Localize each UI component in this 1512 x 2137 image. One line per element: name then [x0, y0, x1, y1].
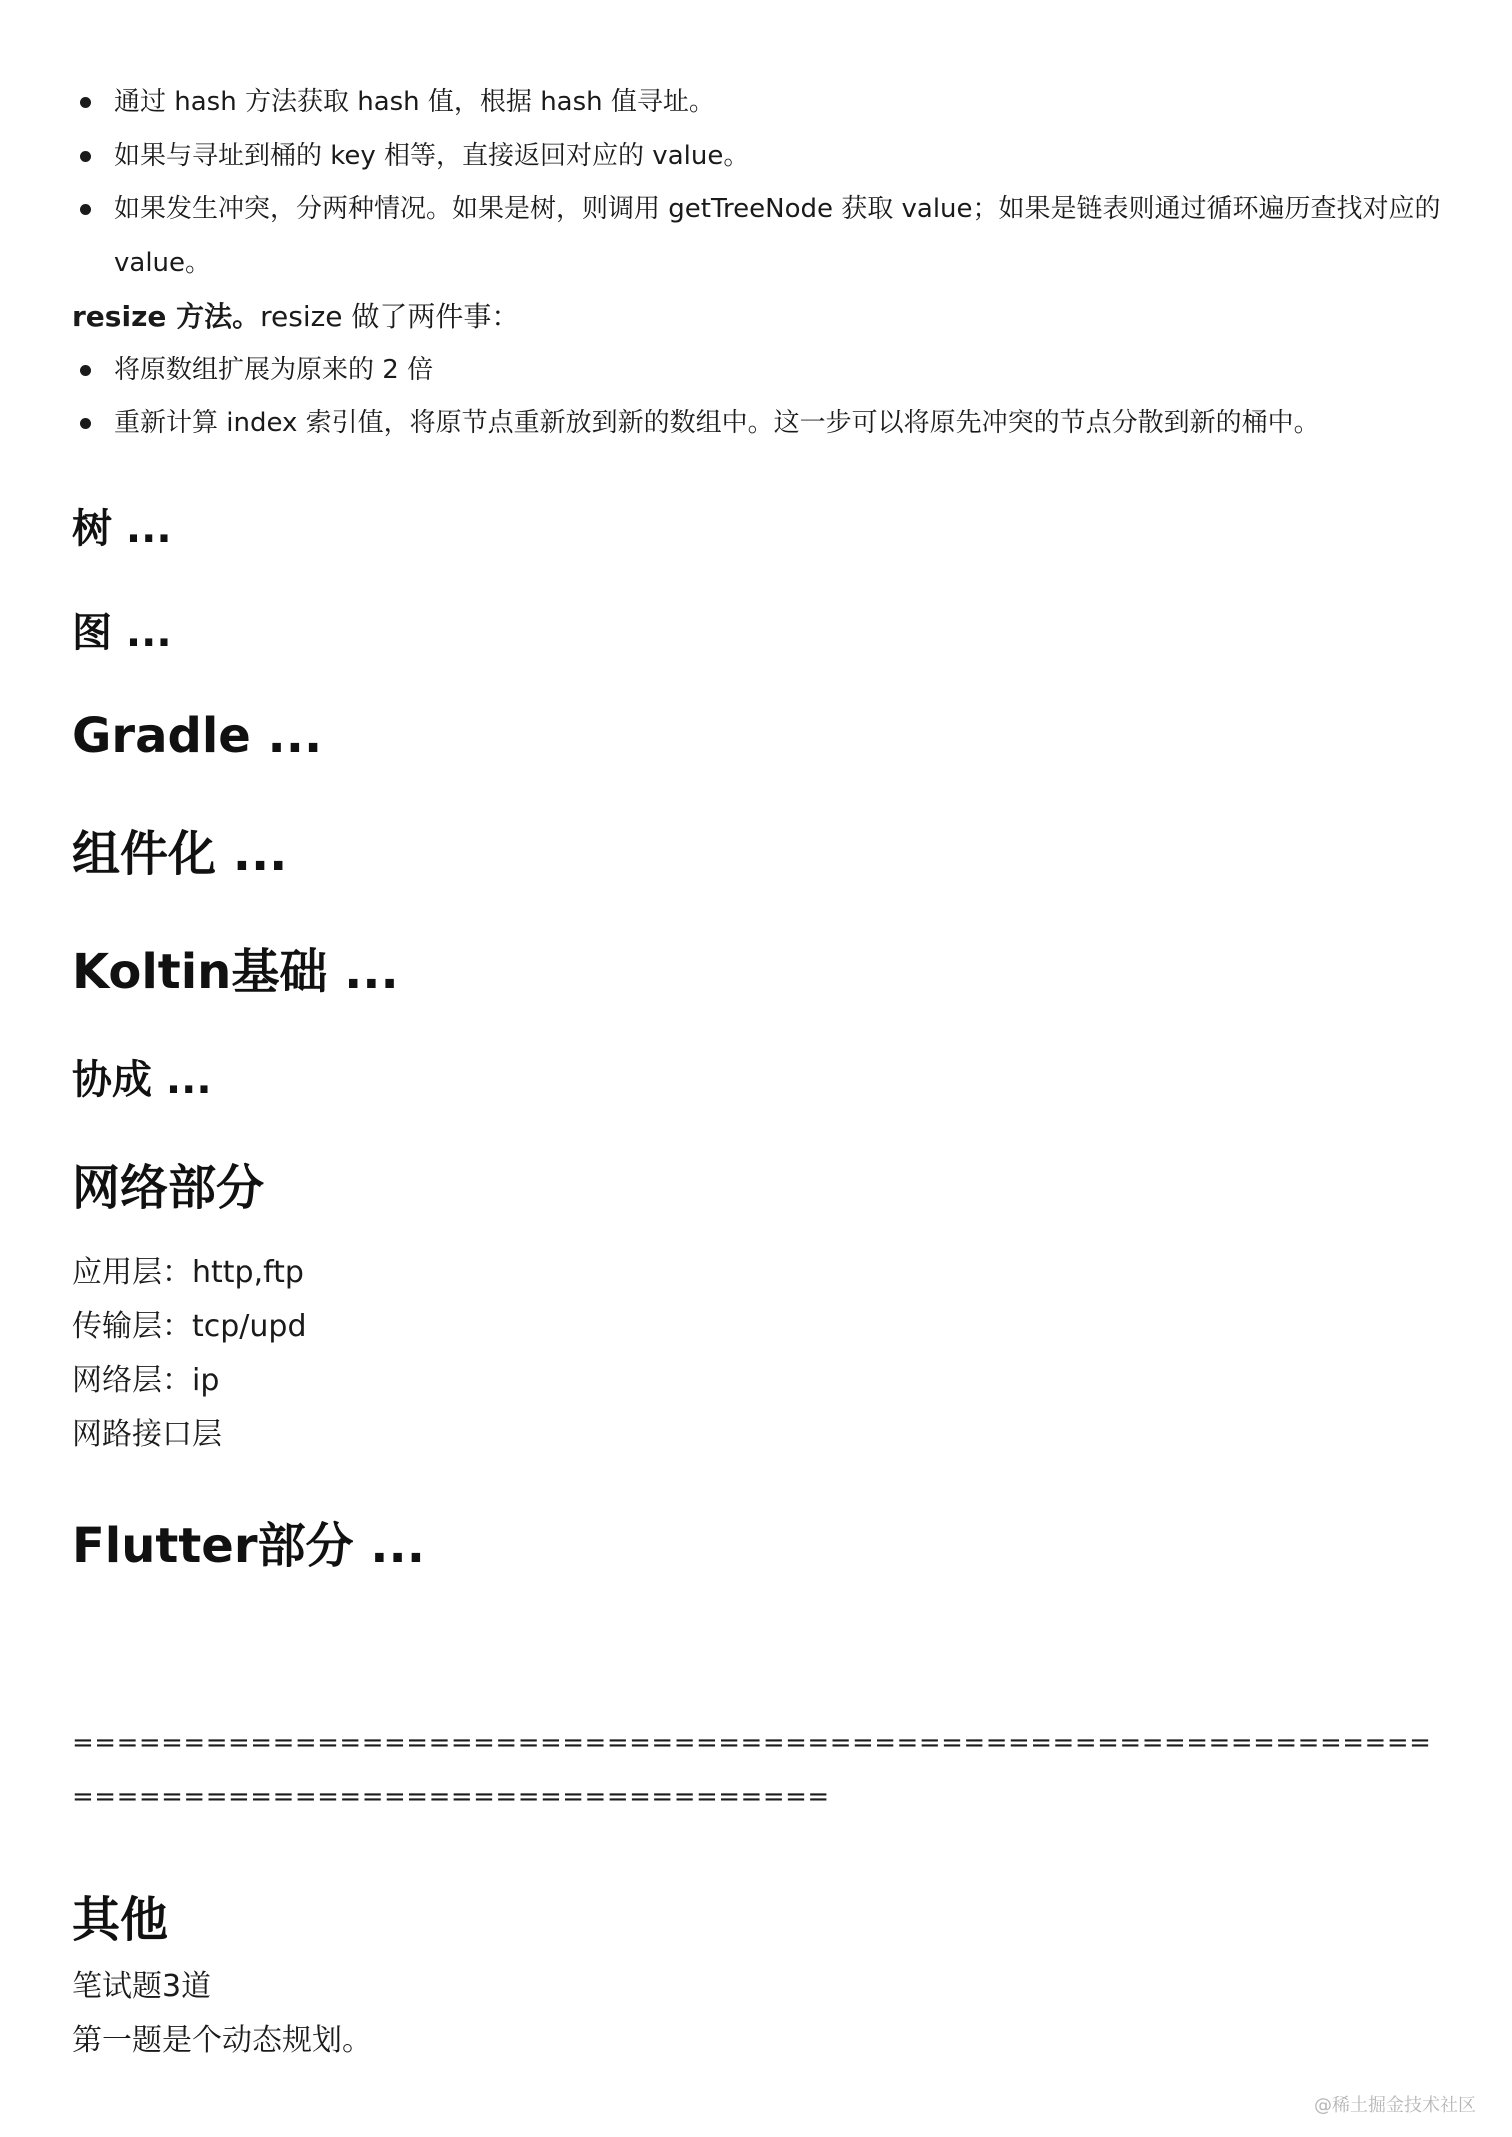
- network-layer-line: 应用层：http,ftp: [72, 1254, 304, 1290]
- heading-coroutine: 协成 ...: [72, 1056, 212, 1103]
- other-line: 第一题是个动态规划。: [72, 2022, 372, 2058]
- list-item: 重新计算 index 索引值，将原节点重新放到新的数组中。这一步可以将原先冲突的节点分散到新的桶中。: [72, 397, 1444, 451]
- network-layer-line: 传输层：tcp/upd: [72, 1308, 307, 1344]
- watermark: @稀土掘金技术社区: [1314, 2095, 1476, 2116]
- heading-flutter: Flutter部分 ...: [72, 1517, 425, 1574]
- heading-gradle: Gradle ...: [72, 707, 323, 764]
- list-item: 将原数组扩展为原来的 2 倍: [72, 344, 1444, 398]
- list-item: 如果发生冲突，分两种情况。如果是树，则调用 getTreeNode 获取 value；如果是链表则通过循环遍历查找对应的 value。: [72, 183, 1444, 290]
- resize-bold-label: resize 方法。: [72, 300, 261, 333]
- heading-tree: 树 ...: [72, 505, 172, 552]
- resize-list: [72, 344, 1444, 451]
- resize-intro-text: resize 做了两件事：: [260, 300, 520, 333]
- hash-get-steps-list: [72, 76, 1444, 290]
- heading-kotlin: Koltin基础 ...: [72, 943, 399, 1000]
- network-layer-line: 网络层：ip: [72, 1362, 220, 1398]
- heading-graph: 图 ...: [72, 609, 172, 656]
- document-page: [72, 76, 1444, 2068]
- list-item: 如果与寻址到桶的 key 相等，直接返回对应的 value。: [72, 130, 1444, 184]
- heading-componentization: 组件化 ...: [72, 825, 288, 882]
- heading-network: 网络部分: [72, 1159, 265, 1216]
- network-layers: [72, 1246, 1444, 1462]
- heading-other: 其他: [72, 1891, 169, 1948]
- separator-line: ===============================================================================================: [72, 1727, 1432, 1812]
- list-item: 通过 hash 方法获取 hash 值，根据 hash 值寻址。: [72, 76, 1444, 130]
- network-layer-line: 网路接口层: [72, 1416, 222, 1452]
- other-content: [72, 1960, 1444, 2068]
- resize-intro: [72, 290, 1444, 344]
- other-line: 笔试题3道: [72, 1968, 212, 2004]
